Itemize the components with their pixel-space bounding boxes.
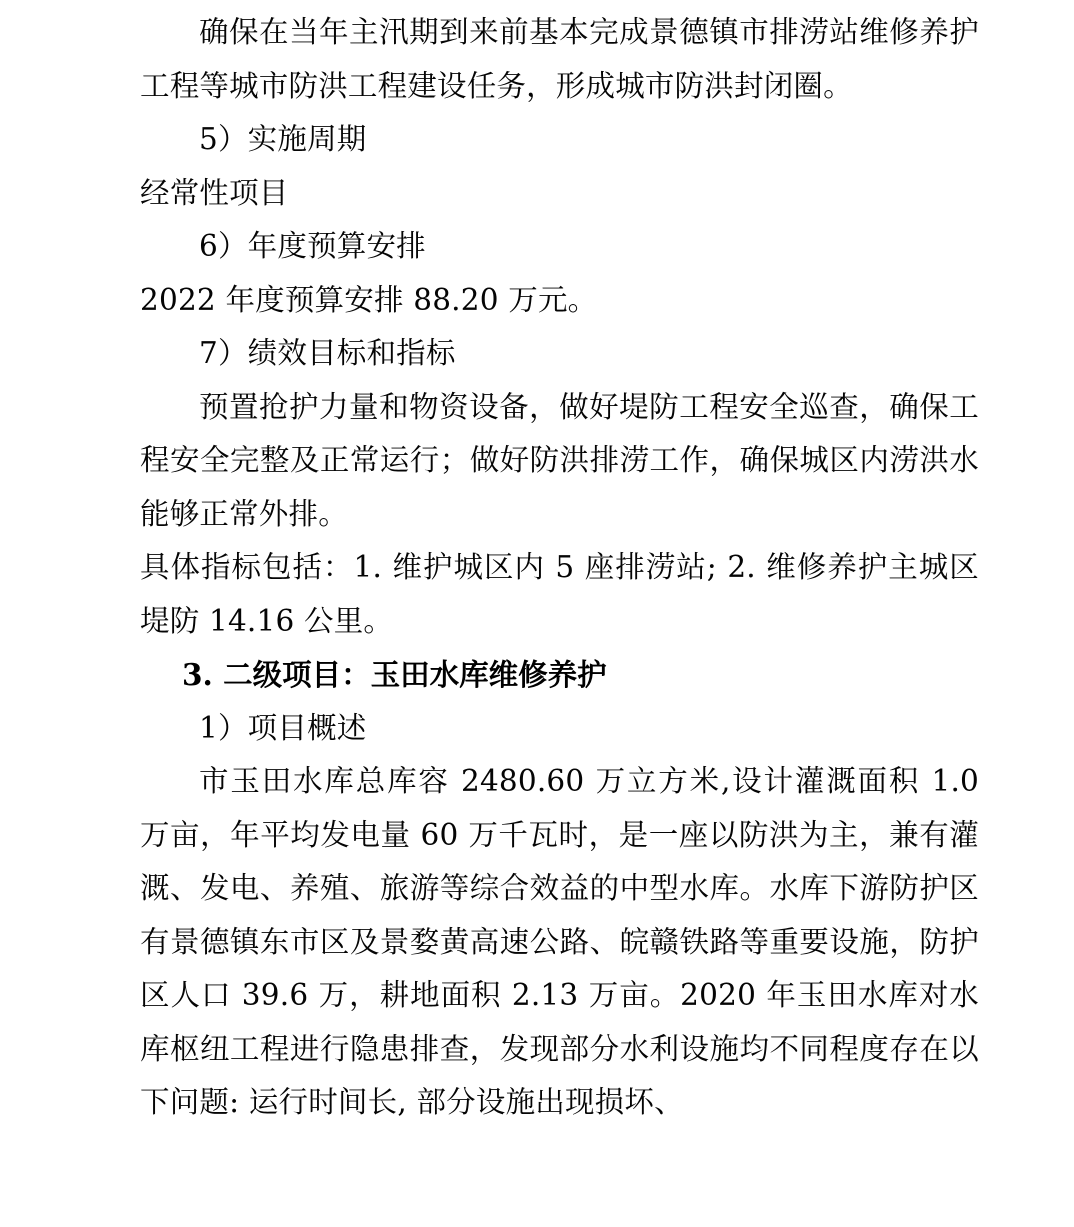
paragraph-sub-1-body: 市玉田水库总库容 2480.60 万立方米,设计灌溉面积 1.0 万亩，年平均发电量 60 万千瓦时，是一座以防洪为主，兼有灌溉、发电、养殖、旅游等综合效益的中型水库。水库下游防护区有景德镇东市区及景婺黄高速公路、皖赣铁路等重要设施，防护区人口 39.6 万，耕地面积 2.13 万亩。2020 年玉田水库对水库枢纽工程进行隐患排查，发现部分水利设施均不同程度存在以下问题: 运行时间长, 部分设施出现损坏、: [140, 764, 979, 1119]
paragraph-item-7-metrics: 具体指标包括：1. 维护城区内 5 座排涝站; 2. 维修养护主城区堤防 14.16 公里。: [140, 550, 979, 638]
paragraph-flood-completion: 确保在当年主汛期到来前基本完成景德镇市排涝站维修养护工程等城市防洪工程建设任务，形成城市防洪封闭圈。: [140, 15, 979, 103]
paragraph-item-7-title: 7）绩效目标和指标: [199, 336, 456, 370]
paragraph-item-5-body: 经常性项目: [140, 175, 289, 210]
paragraph-sub-1-title: 1）项目概述: [199, 710, 367, 745]
heading-section-3: 3. 二级项目：玉田水库维修养护: [182, 657, 607, 692]
paragraph-item-6-body: 2022 年度预算安排 88.20 万元。: [140, 282, 598, 317]
paragraph-item-7-body: 预置抢护力量和物资设备，做好堤防工程安全巡查，确保工程安全完整及正常运行；做好防洪排涝工作，确保城区内涝洪水能够正常外排。: [140, 389, 979, 531]
paragraph-item-6-title: 6）年度预算安排: [199, 229, 426, 263]
document-body: [140, 0, 979, 1130]
paragraph-item-5-title: 5）实施周期: [199, 122, 367, 156]
